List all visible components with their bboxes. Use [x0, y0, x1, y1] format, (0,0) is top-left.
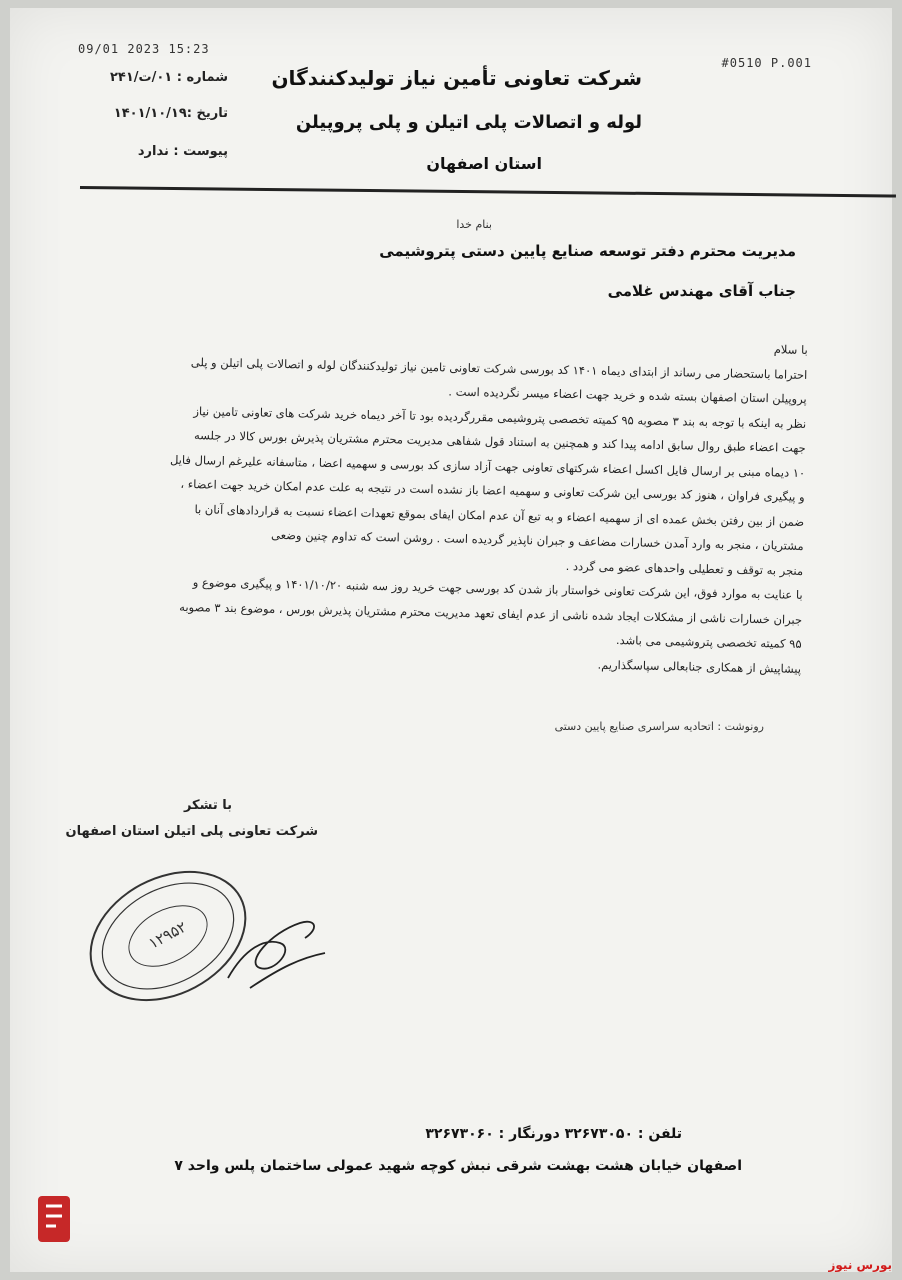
letter-date: تاریخ :۱۴۰۱/۱۰/۱۹	[113, 106, 228, 121]
body-line: مشتریان ، منجر به وارد آمدن خسارات مضاعف و جبران ناپذیر گردیده است . روشن است که تداوم چنین وضعی	[270, 527, 804, 553]
body-line: جبران خسارات ناشی از مشکلات ایجاد شده ناشی از عدم ایفای تعهد مدیریت محترم مشتریان پذیرش بورس ، موضوع بند ۳ مصوبه	[179, 599, 803, 627]
bourse-news-logo	[36, 1194, 80, 1254]
body-line: احتراما باستحضار می رساند از ابتدای دیماه ۱۴۰۱ کد بورسی شرکت تعاونی تامین نیاز تولیدکنندگان لوله و اتصالات پلی اتیلن و پلی	[190, 354, 808, 382]
body-line: منجر به توقف و تعطیلی واحدهای عضو می گردد .	[565, 558, 804, 578]
body-line: پیشاپیش از همکاری جنابعالی سپاسگذاریم.	[597, 657, 802, 676]
company-province: استان اصفهان	[426, 154, 542, 173]
letter-attachment: پیوست : ندارد	[137, 144, 228, 159]
addressee-person: جناب آقای مهندس غلامی	[607, 282, 796, 300]
carbon-copy: رونوشت : اتحادیه سراسری صنایع پایین دستی	[554, 720, 764, 733]
closing-thanks: با تشکر	[183, 798, 232, 813]
body-line: ضمن از بین رفتن بخش عمده ای از سهمیه اعضاء و به تبع آن عدم امکان ایفای بموقع تعهدات اعضاء نسبت به قراردادهای آنان با	[194, 501, 805, 529]
company-products: لوله و اتصالات پلی اتیلن و پلی پروپیلن	[295, 112, 642, 133]
body-line: ۹۵ کمیته تخصصی پتروشیمی می باشد.	[615, 633, 802, 651]
body-line: پروپیلن استان اصفهان بسته شده و خرید جهت اعضاء میسر نگردیده است .	[448, 384, 807, 406]
fax-timestamp: 09/01 2023 15:23	[78, 42, 210, 56]
letter-body	[101, 323, 808, 681]
letter-number: شماره : ۰۱/ت/۲۴۱	[109, 70, 228, 85]
footer-phones: تلفن : ۳۲۶۷۳۰۵۰ دورنگار : ۳۲۶۷۳۰۶۰	[425, 1126, 682, 1142]
closing-signatory: شرکت تعاونی پلی اتیلن استان اصفهان	[65, 824, 318, 839]
greeting: با سلام	[773, 342, 808, 357]
footer-address: اصفهان خیابان هشت بهشت شرقی نبش کوچه شهید عمولی ساختمان پلس واحد ۷	[174, 1158, 742, 1174]
body-line: با عنایت به موارد فوق، این شرکت تعاونی خواستار باز شدن کد بورسی جهت خرید روز سه شنبه ۱۴۰۱/۱۰/۲۰ و پیگیری موضوع و	[192, 575, 803, 602]
addressee-office: مدیریت محترم دفتر توسعه صنایع پایین دستی پتروشیمی	[379, 242, 796, 260]
fax-page-number: #0510 P.001	[721, 56, 812, 70]
letter-page	[10, 8, 892, 1272]
bismillah: بنام خدا	[456, 218, 492, 231]
body-line: ۱۰ دیماه مبنی بر ارسال فایل اکسل اعضاء شرکتهای تعاونی جهت آزاد سازی کد بورسی و سهمیه اعضا ، متاسفانه علیرغم ارسال فایل	[169, 452, 806, 480]
body-line: و پیگیری فراوان ، هنوز کد بورسی این شرکت تعاونی و سهمیه اعضا باز نشده است در نتیجه به علت عدم امکان خرید جهت اعضاء ،	[180, 476, 805, 504]
watermark-text: بورس نیوز	[828, 1258, 892, 1272]
body-line: نظر به اینکه با توجه به بند ۳ مصوبه ۹۵ کمیته تخصصی پتروشیمی مقررگردیده بود تا آخر دیماه خرید شرکت های تعاونی تامین نیاز	[193, 403, 807, 431]
seal-number: ۱۲۹۵۲	[145, 917, 190, 953]
company-name: شرکت تعاونی تأمین نیاز تولیدکنندگان	[271, 66, 642, 90]
signature	[220, 908, 330, 998]
body-line: جهت اعضاء طبق روال سابق ادامه پیدا کند و همچنین به استناد قول شفاهی مدیریت محترم مشتریان پذیرش بورس کالا در جلسه	[193, 428, 806, 455]
header-divider	[80, 186, 896, 198]
